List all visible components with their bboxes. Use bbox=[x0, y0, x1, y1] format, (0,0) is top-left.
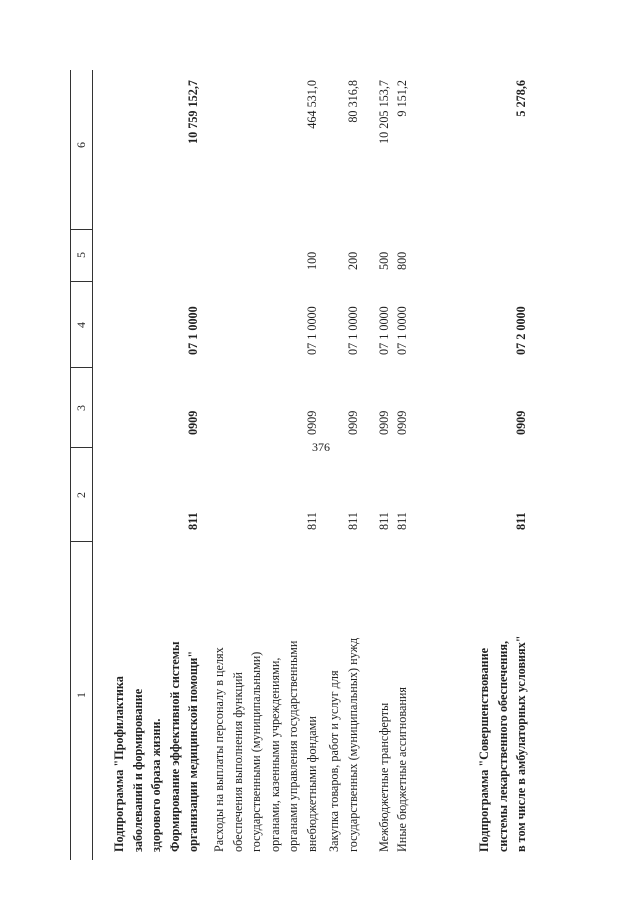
row-name-line: Закупка товаров, работ и услуг для bbox=[327, 670, 341, 852]
col-divider-1 bbox=[70, 541, 92, 542]
col-header-4: 4 bbox=[74, 322, 88, 328]
code-811: 811 bbox=[377, 512, 391, 530]
code-811: 811 bbox=[304, 512, 319, 530]
row-name bbox=[393, 552, 412, 852]
amount: 10 759 152,7 bbox=[186, 80, 200, 144]
target-article: 07 1 0000 bbox=[395, 306, 409, 355]
target-article: 07 1 0000 bbox=[377, 306, 391, 355]
target-article: 07 1 0000 bbox=[304, 306, 319, 355]
code-811: 811 bbox=[186, 512, 200, 530]
row-name-line: государственных (муниципальных) нужд bbox=[345, 637, 360, 852]
col-divider-5 bbox=[70, 229, 92, 230]
row-name-line: внебюджетными фондами bbox=[304, 716, 319, 852]
row-name bbox=[475, 552, 531, 852]
col-header-1: 1 bbox=[74, 692, 88, 698]
code-811: 811 bbox=[395, 512, 409, 530]
col-divider-3 bbox=[70, 367, 92, 368]
row-name-line: организации медицинской помощи" bbox=[186, 650, 200, 852]
col-header-2: 2 bbox=[74, 492, 88, 498]
page-number: 376 bbox=[312, 440, 330, 454]
section-code: 0909 bbox=[377, 410, 391, 435]
amount: 9 151,2 bbox=[395, 80, 409, 117]
target-article: 07 1 0000 bbox=[186, 306, 200, 355]
target-article: 07 1 0000 bbox=[345, 306, 360, 355]
row-name-line: Иные бюджетные ассигнования bbox=[395, 686, 409, 852]
row-name-line: обеспечения выполнения функций bbox=[230, 672, 245, 852]
section-code: 0909 bbox=[514, 410, 528, 435]
code-811: 811 bbox=[345, 512, 360, 530]
amount: 10 205 153,7 bbox=[377, 80, 391, 144]
section-code: 0909 bbox=[345, 410, 360, 435]
col-header-6: 6 bbox=[74, 142, 88, 148]
expense-type: 200 bbox=[345, 251, 360, 270]
row-name-line: здорового образа жизни. bbox=[149, 718, 163, 852]
expense-type: 100 bbox=[304, 251, 319, 270]
row-name bbox=[210, 552, 321, 852]
section-code: 0909 bbox=[395, 410, 409, 435]
row-name-line: органами управления государственными bbox=[286, 640, 300, 852]
amount: 464 531,0 bbox=[304, 80, 319, 129]
target-article: 07 2 0000 bbox=[514, 306, 528, 355]
header-bottom-border bbox=[92, 70, 93, 860]
col-header-5: 5 bbox=[74, 252, 88, 258]
section-code: 0909 bbox=[186, 410, 200, 435]
row-name bbox=[325, 552, 362, 852]
row-name bbox=[110, 552, 203, 852]
amount: 80 316,8 bbox=[345, 80, 360, 123]
row-name-line: государственными (муниципальными) bbox=[249, 651, 263, 852]
row-name-line: Подпрограмма "Совершенствование bbox=[477, 647, 491, 852]
table-top-border bbox=[70, 70, 71, 860]
row-name-line: органами, казенными учреждениями, bbox=[267, 657, 282, 852]
row-name bbox=[375, 552, 394, 852]
section-code: 0909 bbox=[304, 410, 319, 435]
row-name-line: заболеваний и формирование bbox=[130, 688, 145, 852]
row-name-line: Межбюджетные трансферты bbox=[377, 702, 391, 852]
code-811: 811 bbox=[514, 512, 528, 530]
col-header-3: 3 bbox=[74, 405, 88, 411]
budget-table bbox=[70, 0, 640, 860]
row-name-line: Формирование эффективной системы bbox=[167, 641, 182, 852]
row-name-line: в том числе в амбулаторных условиях" bbox=[514, 635, 528, 852]
expense-type: 800 bbox=[395, 251, 409, 270]
amount: 5 278,6 bbox=[514, 80, 528, 117]
expense-type: 500 bbox=[377, 251, 391, 270]
row-name-line: Расходы на выплаты персоналу в целях bbox=[212, 647, 226, 852]
row-name-line: системы лекарственного обеспечения, bbox=[495, 640, 510, 852]
col-divider-4 bbox=[70, 281, 92, 282]
row-name-line: Подпрограмма "Профилактика bbox=[112, 676, 126, 852]
col-divider-2 bbox=[70, 447, 92, 448]
